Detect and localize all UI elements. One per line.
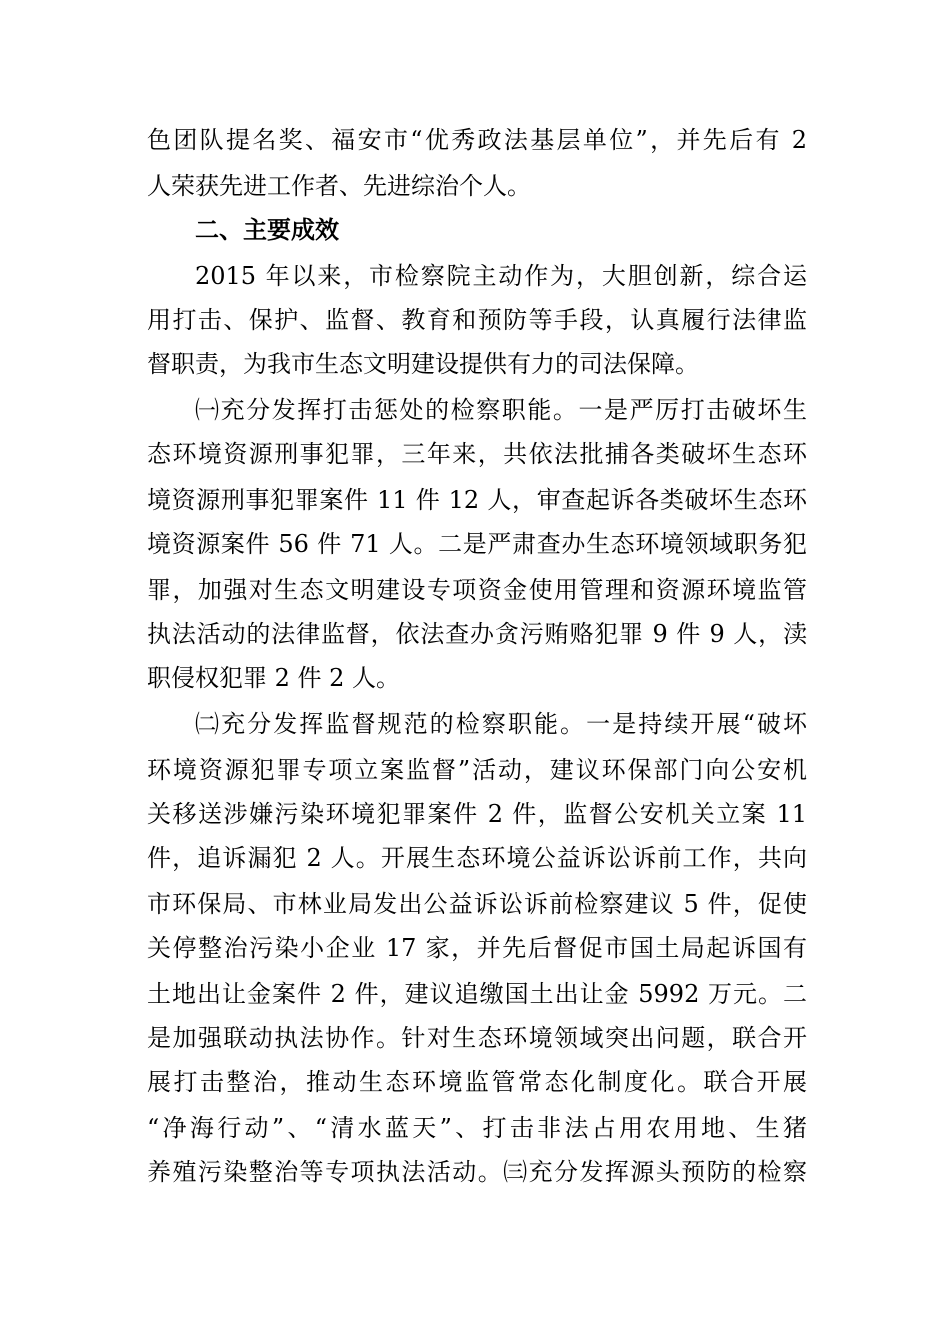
- text-line: 关移送涉嫌污染环境犯罪案件 2 件，监督公安机关立案 11: [147, 800, 807, 828]
- text-line: 罪，加强对生态文明建设专项资金使用管理和资源环境监管: [147, 576, 807, 604]
- section-heading: 二、主要成效: [195, 216, 339, 244]
- text-line: 态环境资源刑事犯罪，三年来，共依法批捕各类破坏生态环: [147, 440, 807, 468]
- text-line: 是加强联动执法协作。针对生态环境领域突出问题，联合开: [147, 1024, 807, 1052]
- text-line: 关停整治污染小企业 17 家，并先后督促市国土局起诉国有: [147, 934, 807, 962]
- text-line: 环境资源犯罪专项立案监督”活动，建议环保部门向公安机: [147, 756, 807, 784]
- text-line: 展打击整治，推动生态环境监管常态化制度化。联合开展: [147, 1068, 807, 1096]
- text-line: 用打击、保护、监督、教育和预防等手段，认真履行法律监: [147, 306, 807, 334]
- text-line: 人荣获先进工作者、先进综治个人。: [147, 172, 531, 200]
- text-line: 市环保局、市林业局发出公益诉讼诉前检察建议 5 件，促使: [147, 890, 807, 918]
- text-line: 件，追诉漏犯 2 人。开展生态环境公益诉讼诉前工作，共向: [147, 844, 807, 872]
- text-line: 境资源案件 56 件 71 人。二是严肃查办生态环境领域职务犯: [147, 530, 807, 558]
- text-line: 养殖污染整治等专项执法活动。㈢充分发挥源头预防的检察: [147, 1158, 807, 1186]
- text-line: 土地出让金案件 2 件，建议追缴国土出让金 5992 万元。二: [147, 980, 807, 1008]
- text-line: 色团队提名奖、福安市“优秀政法基层单位”，并先后有 2: [147, 126, 807, 154]
- text-line: 职侵权犯罪 2 件 2 人。: [147, 664, 401, 692]
- text-line: 督职责，为我市生态文明建设提供有力的司法保障。: [147, 350, 699, 378]
- text-line: ㈡充分发挥监督规范的检察职能。一是持续开展“破坏: [195, 710, 807, 738]
- text-line: 执法活动的法律监督，依法查办贪污贿赂犯罪 9 件 9 人，渎: [147, 620, 807, 648]
- text-line: ㈠充分发挥打击惩处的检察职能。一是严厉打击破坏生: [195, 396, 807, 424]
- text-line: “净海行动”、“清水蓝天”、打击非法占用农用地、生猪: [147, 1114, 807, 1142]
- text-line: 境资源刑事犯罪案件 11 件 12 人，审查起诉各类破坏生态环: [147, 486, 807, 514]
- text-line: 2015 年以来，市检察院主动作为，大胆创新，综合运: [195, 262, 807, 290]
